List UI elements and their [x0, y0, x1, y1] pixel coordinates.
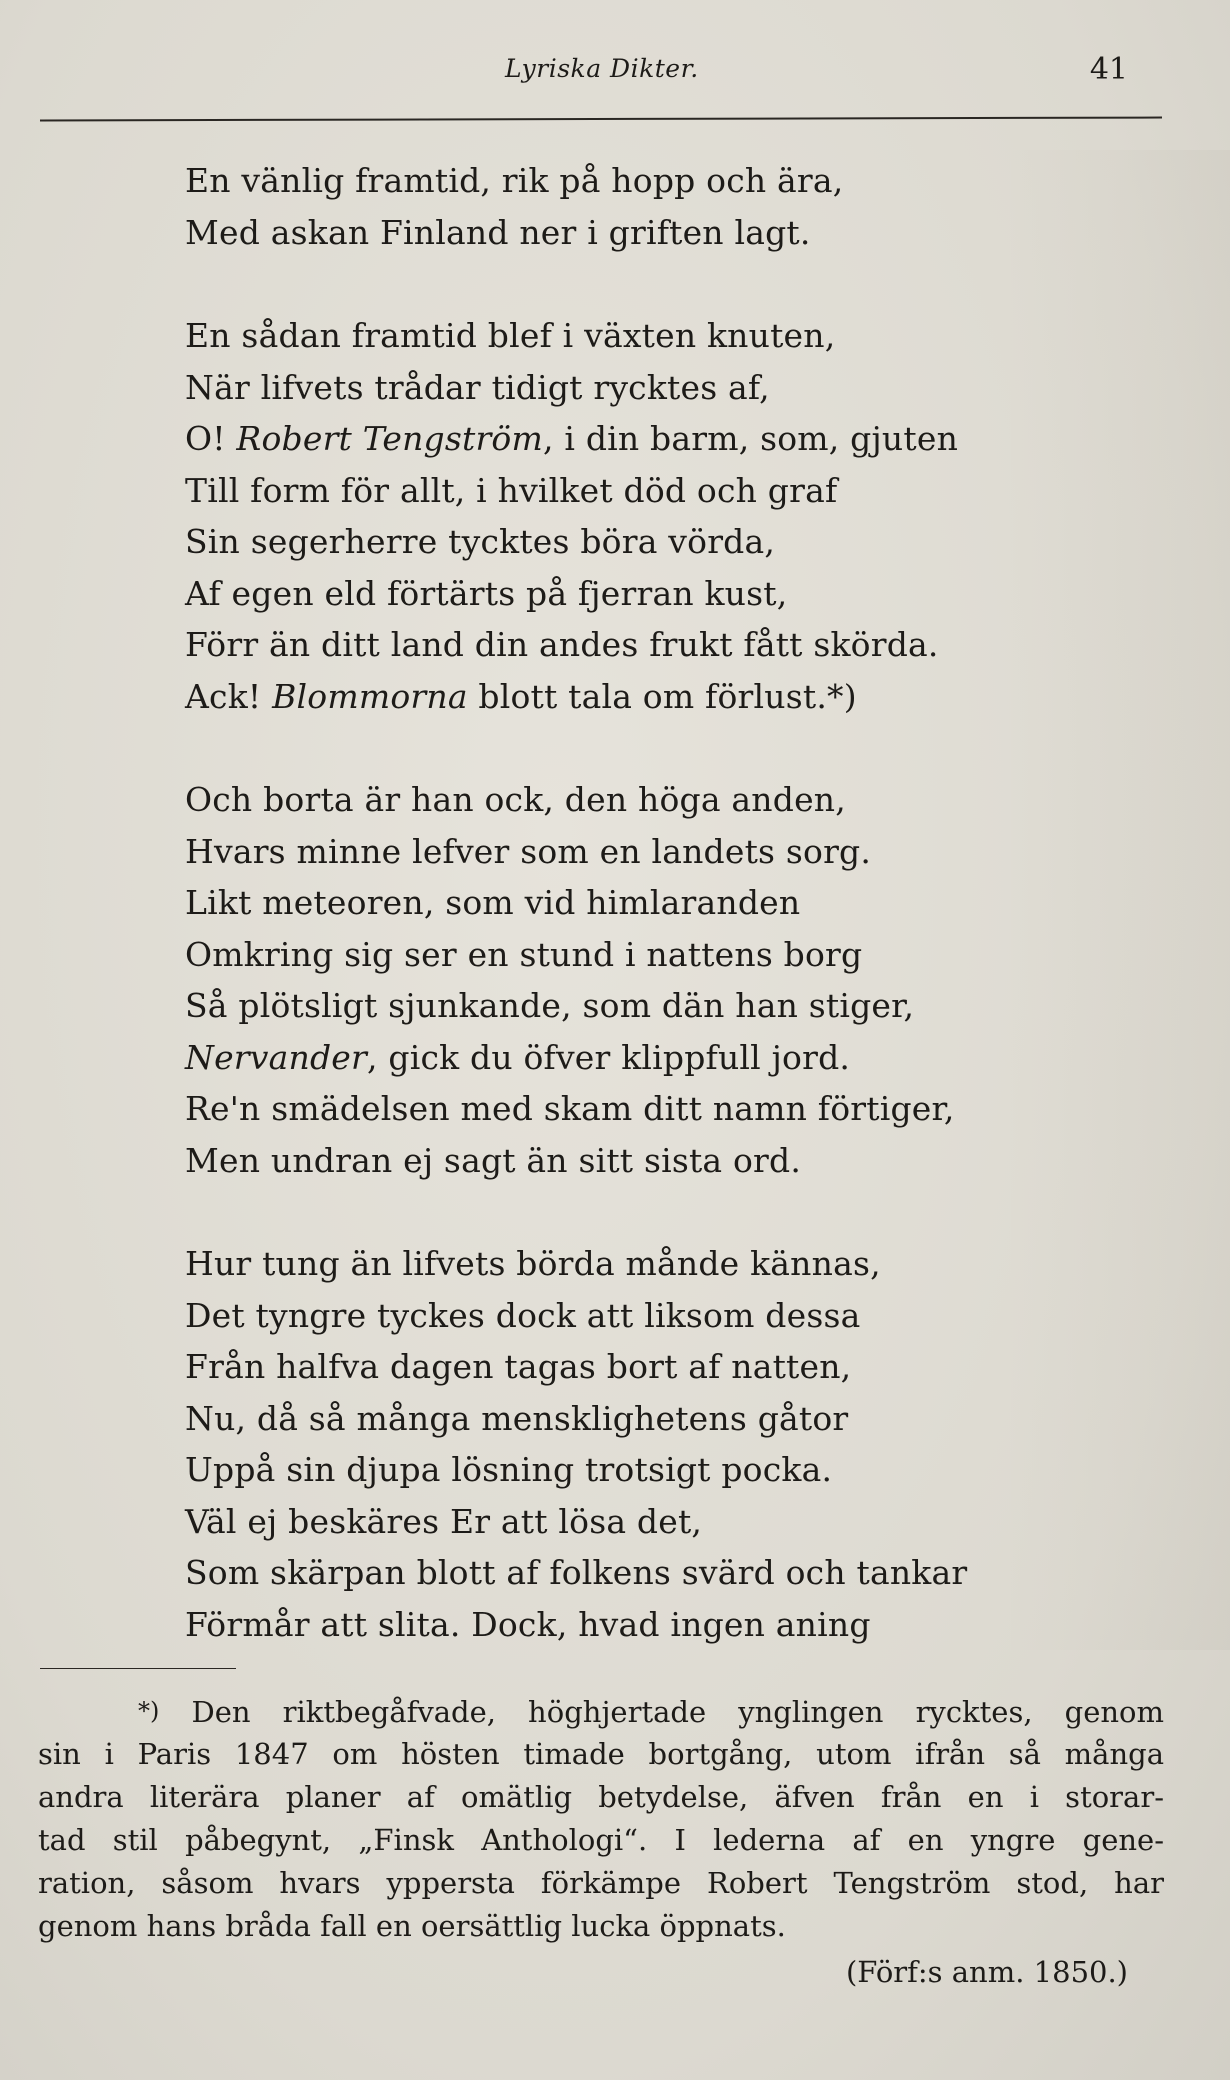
footnote: [38, 1690, 1164, 1948]
verse-line: Hur tung än lifvets börda månde kännas,: [185, 1244, 881, 1283]
verse-line: En vänlig framtid, rik på hopp och ära,: [185, 161, 844, 200]
verse-line: Så plötsligt sjunkande, som dän han stiger,: [185, 986, 915, 1025]
italic-title-blommorna: Blommorna: [272, 676, 468, 716]
footnote-attribution: (Förf:s anm. 1850.): [845, 1955, 1128, 1989]
poem: [185, 155, 1045, 1702]
italic-name-nervander: Nervander: [185, 1037, 367, 1077]
stanza-4: [185, 1238, 1045, 1650]
verse-text: , i din barm, som, gjuten: [543, 419, 959, 458]
verse-line: Men undran ej sagt än sitt sista ord.: [185, 1140, 802, 1180]
verse-line: Af egen eld förtärts på fjerran kust,: [185, 573, 788, 613]
stanza-2: [185, 310, 1045, 722]
footnote-marker: *): [138, 1697, 160, 1725]
verse-line: Sin segerherre tycktes böra vörda,: [185, 522, 776, 561]
verse-line-with-title: [185, 671, 1045, 723]
verse-line: Som skärpan blott af folkens svärd och tankar: [185, 1553, 968, 1592]
stanza-3: [185, 774, 1045, 1186]
verse-line: Hvars minne lefver som en landets sorg.: [185, 831, 872, 871]
verse-line: Nu, då så många mensklighetens gåtor: [185, 1398, 849, 1438]
footnote-text: Den riktbegåfvade, höghjertade ynglingen rycktes, genom: [191, 1695, 1165, 1729]
verse-line: När lifvets trådar tidigt rycktes af,: [185, 367, 770, 407]
verse-line: Och borta är han ock, den höga anden,: [185, 780, 846, 819]
footnote-line: andra literära planer af omätlig betydelse, äfven från en i storar-: [38, 1780, 1164, 1814]
header-rule: [40, 117, 1162, 122]
running-title: Lyriska Dikter.: [505, 54, 699, 83]
footnote-line: [38, 1690, 1164, 1733]
footnote-rule: [40, 1668, 236, 1669]
verse-line-with-name: [185, 1032, 1045, 1084]
verse-line: Från halfva dagen tagas bort af natten,: [185, 1347, 852, 1386]
verse-line: Omkring sig ser en stund i nattens borg: [185, 934, 863, 974]
verse-line: Förr än ditt land din andes frukt fått skörda.: [185, 625, 939, 664]
stanza-1: [185, 155, 1045, 258]
page-number: 41: [1089, 52, 1128, 87]
footnote-line: sin i Paris 1847 om hösten timade bortgång, utom ifrån så många: [38, 1737, 1164, 1771]
verse-line: Väl ej beskäres Er att lösa det,: [185, 1501, 703, 1541]
verse-text: O!: [185, 419, 237, 458]
verse-line: Likt meteoren, som vid himlaranden: [185, 883, 801, 922]
verse-line: Till form för allt, i hvilket död och graf: [185, 470, 838, 510]
verse-line: Förmår att slita. Dock, hvad ingen aning: [185, 1604, 871, 1644]
footnote-line: genom hans bråda fall en oersättlig lucka öppnats.: [38, 1909, 786, 1943]
running-head: [0, 54, 1230, 94]
verse-line: Med askan Finland ner i griften lagt.: [185, 212, 811, 252]
verse-text: Ack!: [185, 676, 273, 716]
verse-line-with-name: [185, 413, 1045, 465]
italic-name-tengstrom: Robert Tengström: [236, 419, 543, 458]
footnote-line: ration, såsom hvars yppersta förkämpe Robert Tengström stod, har: [38, 1866, 1164, 1900]
verse-text: , gick du öfver klippfull jord.: [366, 1037, 851, 1077]
footnote-line: tad stil påbegynt, „Finsk Anthologi“. I lederna af en yngre gene-: [38, 1823, 1164, 1857]
verse-text: blott tala om förlust.*): [467, 676, 857, 716]
verse-line: Re'n smädelsen med skam ditt namn förtiger,: [185, 1089, 955, 1128]
verse-line: En sådan framtid blef i växten knuten,: [185, 316, 836, 355]
verse-line: Det tyngre tyckes dock att liksom dessa: [185, 1295, 861, 1335]
verse-line: Uppå sin djupa lösning trotsigt pocka.: [185, 1450, 833, 1489]
